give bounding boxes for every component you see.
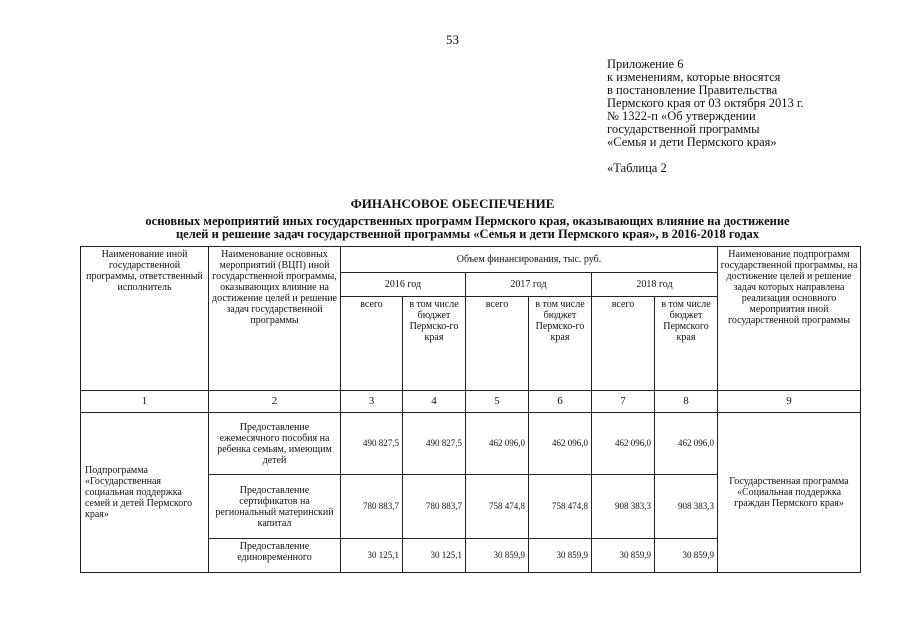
header-year-2017: 2017 год bbox=[466, 273, 592, 297]
value-cell: 462 096,0 bbox=[655, 413, 718, 475]
program-name-cell: Подпрограмма «Государственная социальная поддержка семей и детей Пермского края» bbox=[81, 413, 209, 573]
table-row bbox=[81, 413, 861, 475]
column-number: 4 bbox=[403, 391, 466, 413]
value-cell: 780 883,7 bbox=[341, 475, 403, 539]
value-cell: 490 827,5 bbox=[341, 413, 403, 475]
page-number: 53 bbox=[446, 32, 459, 47]
value-cell: 908 383,3 bbox=[655, 475, 718, 539]
appendix-line: государственной программы bbox=[607, 122, 760, 136]
column-number: 8 bbox=[655, 391, 718, 413]
header-total: всего bbox=[341, 297, 403, 391]
value-cell: 30 859,9 bbox=[592, 539, 655, 573]
appendix-line: Приложение 6 bbox=[607, 57, 684, 71]
value-cell: 490 827,5 bbox=[403, 413, 466, 475]
appendix-line: «Семья и дети Пермского края» bbox=[607, 135, 777, 149]
header-activities: Наименование основных мероприятий (ВЦП) иной государственной программы, оказывающих влияние на достижение целей и решение задач государственной программы bbox=[209, 247, 341, 391]
header-program: Наименование иной государственной программы, ответственный исполнитель bbox=[81, 247, 209, 391]
header-budget: в том числе бюджет Пермско-го края bbox=[529, 297, 592, 391]
header-total: всего bbox=[592, 297, 655, 391]
value-cell: 462 096,0 bbox=[592, 413, 655, 475]
column-number: 5 bbox=[466, 391, 529, 413]
funding-table bbox=[80, 246, 861, 573]
value-cell: 30 125,1 bbox=[403, 539, 466, 573]
column-number: 9 bbox=[718, 391, 861, 413]
column-number: 3 bbox=[341, 391, 403, 413]
appendix-line: к изменениям, которые вносятся bbox=[607, 70, 781, 84]
activity-cell: Предоставление единовременного bbox=[209, 539, 341, 573]
document-subtitle bbox=[70, 215, 865, 241]
header-total: всего bbox=[466, 297, 529, 391]
appendix-block bbox=[607, 58, 887, 149]
value-cell: 462 096,0 bbox=[466, 413, 529, 475]
column-number: 2 bbox=[209, 391, 341, 413]
value-cell: 30 859,9 bbox=[529, 539, 592, 573]
header-budget: в том числе бюджет Пермско-го края bbox=[403, 297, 466, 391]
column-number: 6 bbox=[529, 391, 592, 413]
column-number: 1 bbox=[81, 391, 209, 413]
value-cell: 30 125,1 bbox=[341, 539, 403, 573]
header-funding: Объем финансирования, тыс. руб. bbox=[341, 247, 718, 273]
header-year-2016: 2016 год bbox=[341, 273, 466, 297]
activity-cell: Предоставление ежемесячного пособия на ребенка семьям, имеющим детей bbox=[209, 413, 341, 475]
appendix-line: Пермского края от 03 октября 2013 г. bbox=[607, 96, 804, 110]
appendix-line: № 1322-п «Об утверждении bbox=[607, 109, 756, 123]
header-year-2018: 2018 год bbox=[592, 273, 718, 297]
table-reference: «Таблица 2 bbox=[607, 161, 667, 175]
document-title: ФИНАНСОВОЕ ОБЕСПЕЧЕНИЕ bbox=[350, 196, 555, 211]
value-cell: 758 474,8 bbox=[466, 475, 529, 539]
header-budget: в том числе бюджет Пермского края bbox=[655, 297, 718, 391]
value-cell: 780 883,7 bbox=[403, 475, 466, 539]
activity-cell: Предоставление сертификатов на региональный материнский капитал bbox=[209, 475, 341, 539]
target-program-cell: Государственная программа «Социальная поддержка граждан Пермского края» bbox=[718, 413, 861, 573]
value-cell: 908 383,3 bbox=[592, 475, 655, 539]
header-subprograms: Наименование подпрограмм государственной программы, на достижение целей и решение задач которых направлена реализация основного мероприятия иной государственной программы bbox=[718, 247, 861, 391]
value-cell: 462 096,0 bbox=[529, 413, 592, 475]
subtitle-line: основных мероприятий иных государственных программ Пермского края, оказывающих влияние на достижение bbox=[145, 214, 790, 228]
column-number: 7 bbox=[592, 391, 655, 413]
value-cell: 30 859,9 bbox=[466, 539, 529, 573]
value-cell: 30 859,9 bbox=[655, 539, 718, 573]
appendix-line: в постановление Правительства bbox=[607, 83, 778, 97]
value-cell: 758 474,8 bbox=[529, 475, 592, 539]
subtitle-line: целей и решение задач государственной программы «Семья и дети Пермского края», в 2016-2018 годах bbox=[175, 227, 759, 241]
